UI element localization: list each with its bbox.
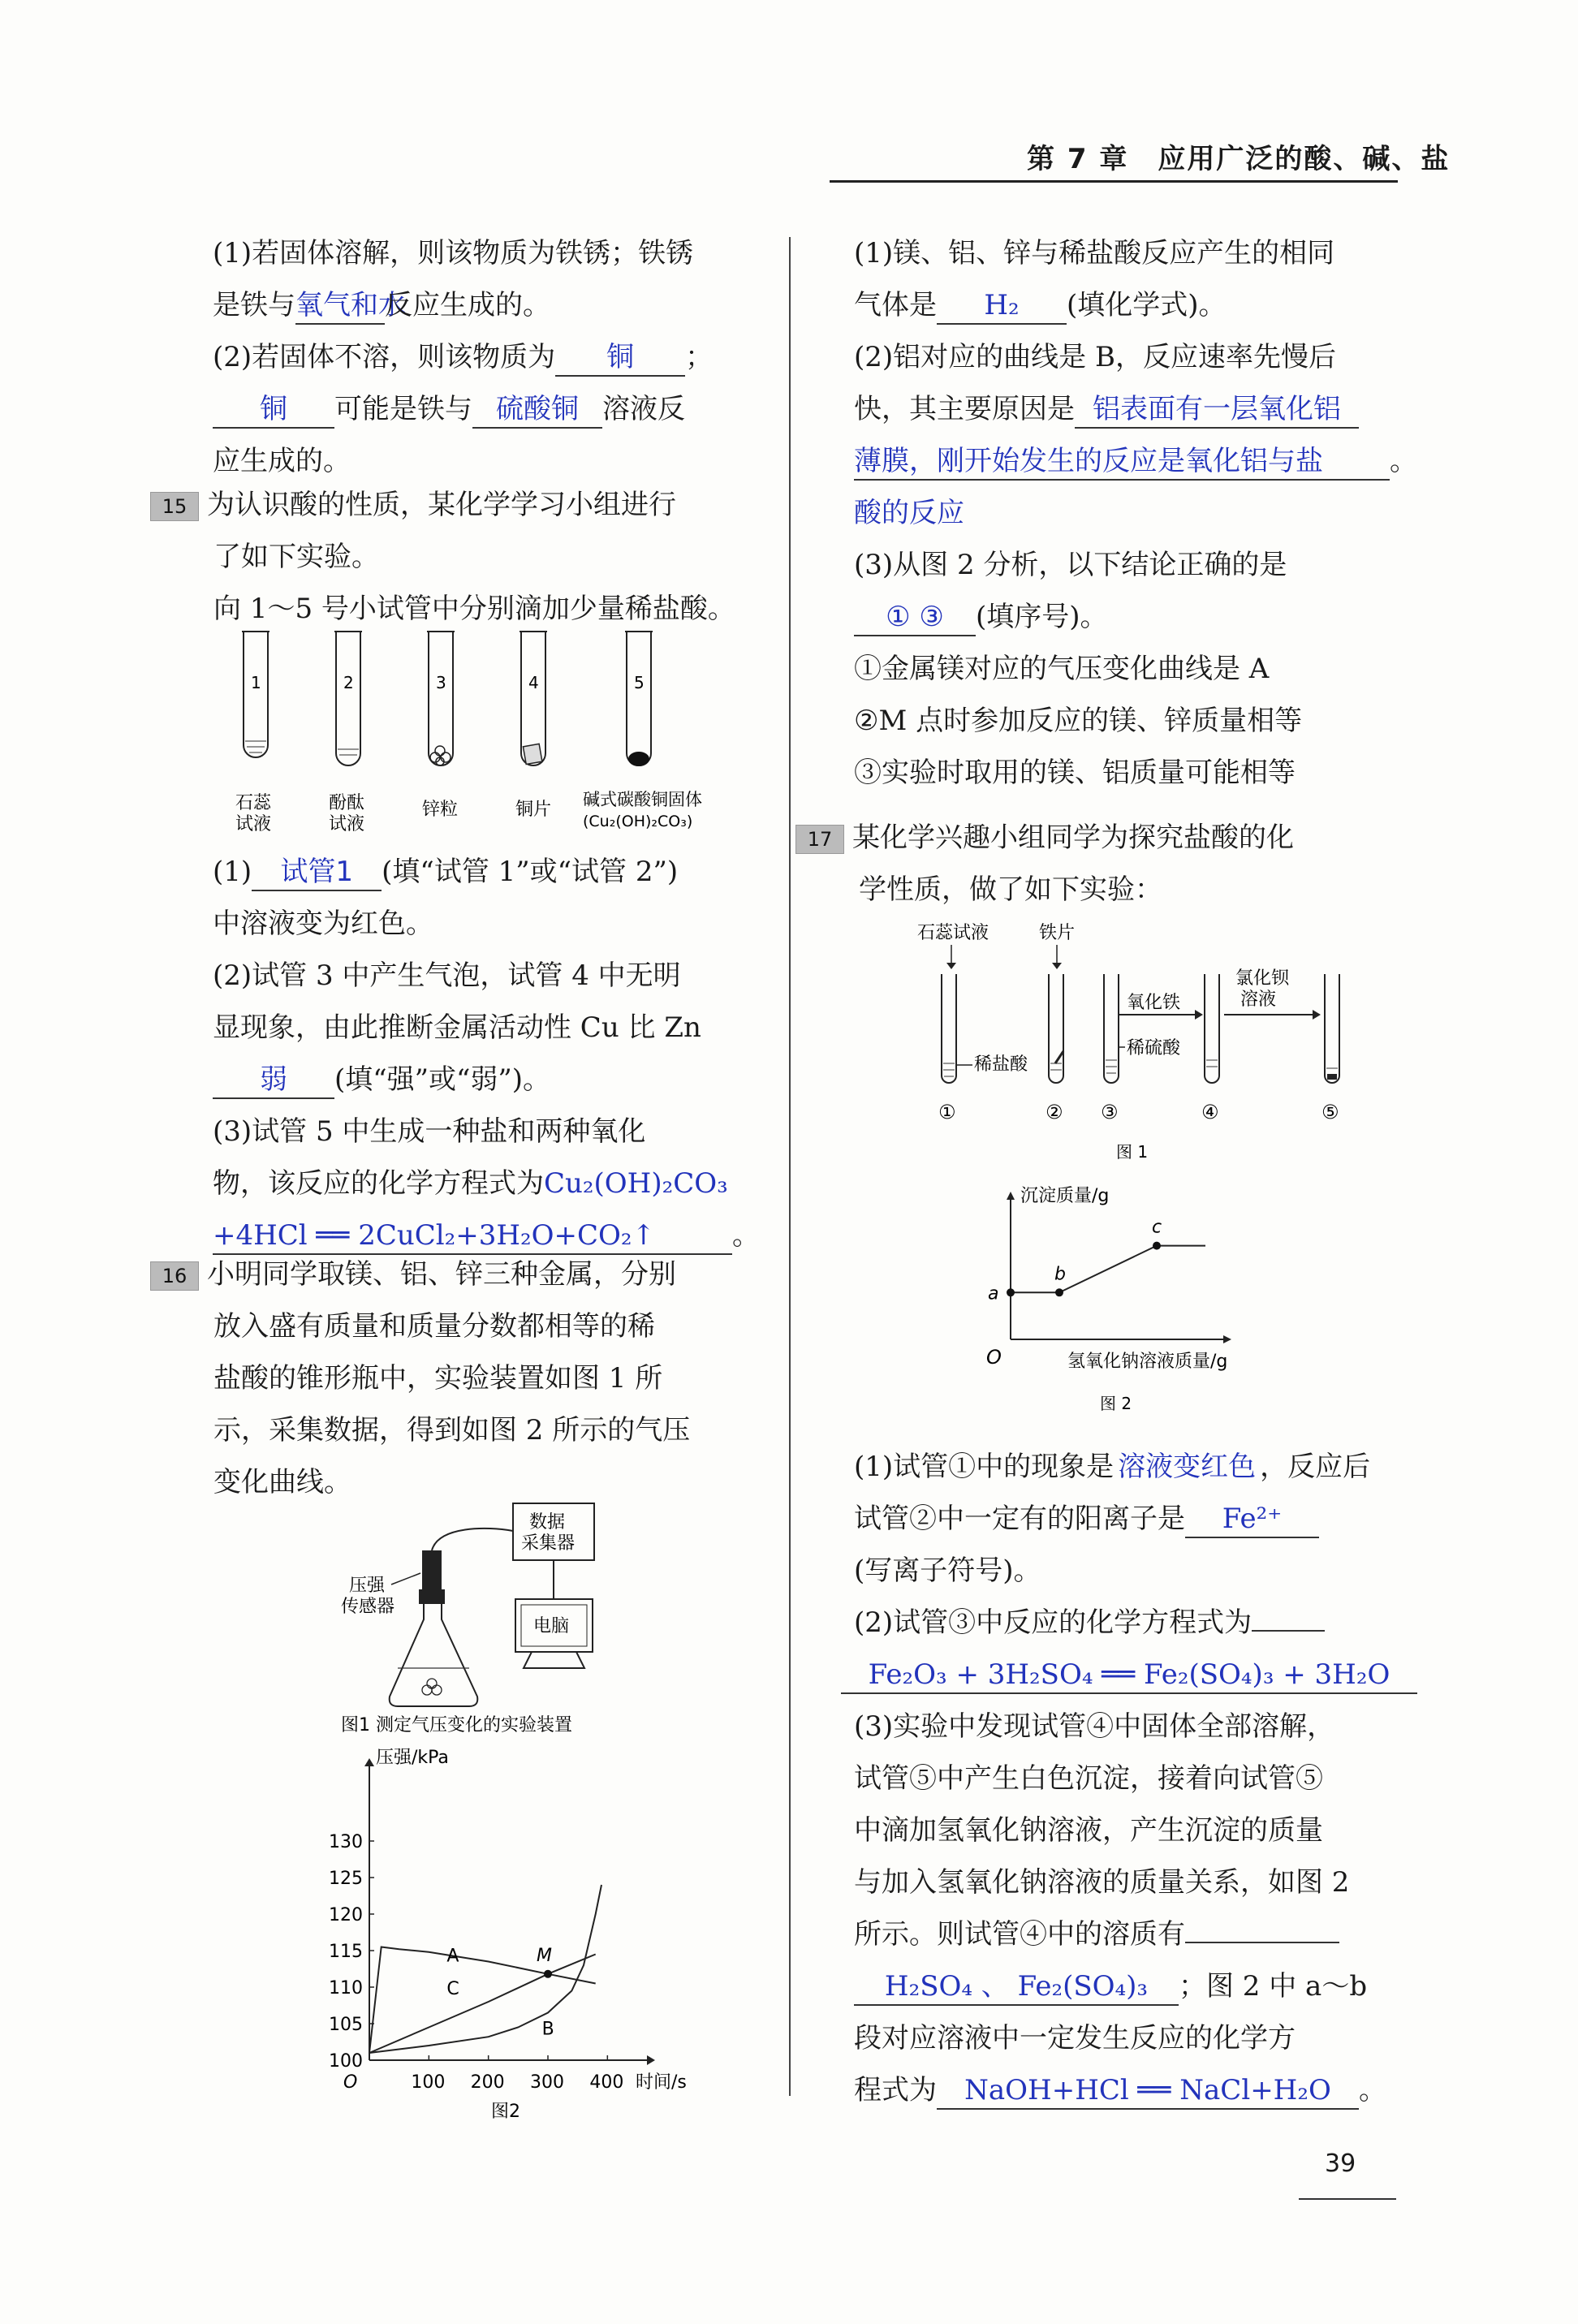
y-tick-label: 115 xyxy=(329,1942,363,1962)
answer-blank[interactable]: +4HCl ══ 2CuCl₂+3H₂O+CO₂↑ xyxy=(213,1218,732,1255)
question-16-parts: (1)镁、铝、锌与稀盐酸反应产生的相同 气体是 H₂ (填化学式)。 (2)铝对应的曲线是 B，反应速率先慢后 快，其主要原因是 铝表面有一层氧化铝 薄膜，刚开始发生的反应是氧化铝与盐 。 酸的反应 (3)从图 2 分析，以下结论正确的是 ① ③ (填序号)。 ①金属镁对应的气压变化曲线是 A ②M 点时参加反应的镁、锌质量相等 ③实验时取用的镁、铝质量可能相等 xyxy=(854,237,1417,789)
left-column xyxy=(213,227,765,487)
question-number: 16 xyxy=(150,1261,199,1291)
question-16: 16 小明同学取镁、铝、锌三种金属，分别 放入盛有质量和质量分数都相等的稀 盐酸的锥形瓶中，实验装置如图 1 所 示，采集数据，得到如图 2 所示的气压 变化曲线。 xyxy=(150,1248,775,1508)
x-tick-label: 300 xyxy=(530,2072,564,2093)
tube-number: 4 xyxy=(528,673,539,692)
test-tubes-figure xyxy=(219,632,747,843)
answer-blank[interactable]: 铜 xyxy=(213,391,334,429)
point-marker xyxy=(1007,1288,1015,1296)
pressure-chart xyxy=(321,1744,687,2122)
header-rule xyxy=(830,180,1398,183)
question-17: 17 某化学兴趣小组同学为探究盐酸的化 学性质，做了如下实验： xyxy=(795,812,1412,916)
answer-blank[interactable]: 硫酸铜 xyxy=(472,391,602,429)
answer-blank[interactable]: Fe₂O₃ + 3H₂SO₄ ══ Fe₂(SO₄)₃ + 3H₂O xyxy=(841,1657,1417,1694)
answer-blank[interactable]: 溶液变红色 xyxy=(1118,1451,1257,1483)
reagent-label: 氯化钡 xyxy=(1235,968,1290,989)
q14-line: 应生成的。 xyxy=(213,445,351,477)
question-number: 15 xyxy=(150,492,199,521)
x-tick-label: 200 xyxy=(470,2072,505,2093)
question-15-parts: (1) 试管1 (填“试管 1”或“试管 2”) 中溶液变为红色。 (2)试管 3 中产生气泡，试管 4 中无明 显现象，由此推断金属活动性 Cu 比 Zn 弱 (填“强”或“弱”)。 (3)试管 5 中生成一种盐和两种氧化 物，该反应的化学方程式为Cu₂(OH)₂CO₃ +4HCl ══ 2CuCl₂+3H₂O+CO₂↑ 。 xyxy=(213,846,781,1261)
tube-number: 3 xyxy=(436,673,446,692)
tube-number: ① xyxy=(938,1101,956,1123)
chart-title: 图2 xyxy=(491,2102,520,2122)
answer-text[interactable]: Cu₂(OH)₂CO₃ xyxy=(544,1167,728,1200)
page-number: 39 xyxy=(1325,2149,1356,2178)
tube-label: 试液 xyxy=(235,814,272,834)
tube-label: 酚酞 xyxy=(329,793,365,813)
chapter-title: 第 7 章 应用广泛的酸、碱、盐 xyxy=(1027,143,1451,175)
y-axis-arrow xyxy=(364,1758,374,1766)
tube-label: 锌粒 xyxy=(422,800,459,820)
answer-text[interactable]: 酸的反应 xyxy=(854,497,964,529)
point-marker xyxy=(544,1970,552,1978)
y-tick-label: 110 xyxy=(329,1978,363,1998)
y-axis-arrow xyxy=(1007,1192,1015,1200)
tube-number: 2 xyxy=(343,673,354,692)
tube-label: 碱式碳酸铜固体 xyxy=(583,790,702,809)
tube-number: 5 xyxy=(634,673,645,692)
series-line-B xyxy=(369,1885,601,2053)
series-label: A xyxy=(446,1946,459,1967)
answer-blank[interactable]: 试管1 xyxy=(252,854,382,891)
question-number: 17 xyxy=(795,825,844,854)
x-axis-arrow xyxy=(647,2055,655,2065)
question-17-parts: (1)试管①中的现象是 溶液变红色 ，反应后 试管②中一定有的阳离子是 Fe²⁺ (写离子符号)。 (2)试管③中反应的化学方程式为 Fe₂O₃ + 3H₂SO₄ ══ Fe₂(SO₄)₃ + 3H₂O (3)实验中发现试管④中固体全部溶解， 试管⑤中产生白色沉淀，接着向试管⑤ 中滴加氢氧化钠溶液，产生沉淀的质量 与加入氢氧化钠溶液的质量关系，如图 2 所示。则试管④中的溶质有 H₂SO₄ 、 Fe₂(SO₄)₃ ；图 2 中 a～b 段对应溶液中一定发生反应的化学方 程式为 NaOH+HCl ══ NaCl+H₂O 。 xyxy=(854,1441,1422,2116)
reagent-label: 铁片 xyxy=(1039,923,1076,943)
answer-blank[interactable]: H₂SO₄ 、 Fe₂(SO₄)₃ xyxy=(854,1968,1179,2006)
tube-number: ⑤ xyxy=(1321,1101,1339,1123)
y-axis-label: 沉淀质量/g xyxy=(1020,1186,1110,1206)
answer-blank[interactable]: ① ③ xyxy=(854,599,976,636)
y-axis-label: 压强/kPa xyxy=(376,1748,449,1768)
series-line xyxy=(1011,1246,1205,1293)
tube-label: (Cu₂(OH)₂CO₃) xyxy=(583,813,693,830)
reagent-label: 溶液 xyxy=(1240,990,1277,1010)
point-marker xyxy=(1055,1288,1063,1296)
x-axis-label: 时间/s xyxy=(636,2072,687,2093)
answer-blank[interactable]: H₂ xyxy=(937,287,1067,325)
origin-label: O xyxy=(986,1346,1002,1369)
q17-tubes-figure xyxy=(909,917,1347,1161)
y-tick-label: 130 xyxy=(329,1832,363,1852)
reagent-label: 石蕊试液 xyxy=(917,923,989,943)
reagent-label: 稀硫酸 xyxy=(1127,1038,1181,1059)
point-label: c xyxy=(1152,1217,1162,1238)
y-tick-label: 120 xyxy=(329,1905,363,1925)
q14-line: 铜 可能是铁与 硫酸铜 溶液反 xyxy=(213,383,765,435)
x-tick-label: O xyxy=(343,2072,358,2093)
x-axis-arrow xyxy=(1223,1335,1231,1343)
precipitate-chart xyxy=(974,1177,1299,1421)
device-label: 数据 xyxy=(529,1512,566,1533)
device-label: 电脑 xyxy=(533,1616,570,1636)
x-axis-label: 氢氧化钠溶液质量/g xyxy=(1067,1352,1228,1372)
question-15: 15 为认识酸的性质，某化学学习小组进行 了如下实验。 向 1～5 号小试管中分别滴加少量稀盐酸。 xyxy=(150,479,767,635)
answer-blank[interactable]: 弱 xyxy=(213,1062,334,1099)
answer-blank[interactable]: 氧气和水 xyxy=(295,287,385,325)
tube-number: ② xyxy=(1046,1101,1063,1123)
device-label: 压强 xyxy=(349,1576,386,1596)
answer-blank[interactable]: 薄膜，刚开始发生的反应是氧化铝与盐 xyxy=(854,443,1390,481)
series-label: C xyxy=(446,1979,459,1999)
y-tick-label: 100 xyxy=(329,2051,363,2072)
column-divider xyxy=(789,237,791,2096)
reagent-label: 氧化铁 xyxy=(1127,993,1181,1013)
answer-blank[interactable]: 铝表面有一层氧化铝 xyxy=(1075,391,1359,429)
point-label: b xyxy=(1054,1264,1066,1285)
answer-blank[interactable]: 铜 xyxy=(555,339,685,377)
point-label: a xyxy=(988,1283,999,1304)
point-marker xyxy=(1153,1242,1161,1250)
q14-line: (1)若固体溶解，则该物质为铁锈；铁锈 xyxy=(213,237,694,269)
x-tick-label: 400 xyxy=(589,2072,624,2093)
device-label: 采集器 xyxy=(521,1533,576,1554)
tube-number: 1 xyxy=(251,673,261,692)
answer-blank[interactable]: Fe²⁺ xyxy=(1185,1501,1319,1538)
series-label: B xyxy=(541,2019,554,2040)
tube-number: ④ xyxy=(1201,1101,1219,1123)
tube-label: 试液 xyxy=(329,814,365,834)
answer-blank[interactable]: NaOH+HCl ══ NaCl+H₂O xyxy=(937,2072,1359,2110)
point-label: M xyxy=(537,1945,552,1966)
q14-line: 是铁与氧气和水反应生成的。 xyxy=(213,279,765,331)
apparatus-figure xyxy=(341,1502,666,1737)
reagent-label: 稀盐酸 xyxy=(974,1054,1028,1075)
q14-line: (2)若固体不溶，则该物质为 铜 ； xyxy=(213,331,765,383)
y-tick-label: 125 xyxy=(329,1869,363,1889)
tube-number: ③ xyxy=(1101,1101,1119,1123)
figure-caption: 图1 测定气压变化的实验装置 xyxy=(341,1715,572,1735)
chart-title: 图 2 xyxy=(1100,1394,1132,1413)
y-tick-label: 105 xyxy=(329,2015,363,2035)
page-number-rule xyxy=(1299,2198,1396,2200)
figure-caption: 图 1 xyxy=(1116,1142,1149,1162)
device-label: 传感器 xyxy=(341,1597,395,1617)
tube-label: 石蕊 xyxy=(235,793,272,813)
tube-label: 铜片 xyxy=(515,800,552,820)
x-tick-label: 100 xyxy=(411,2072,446,2093)
